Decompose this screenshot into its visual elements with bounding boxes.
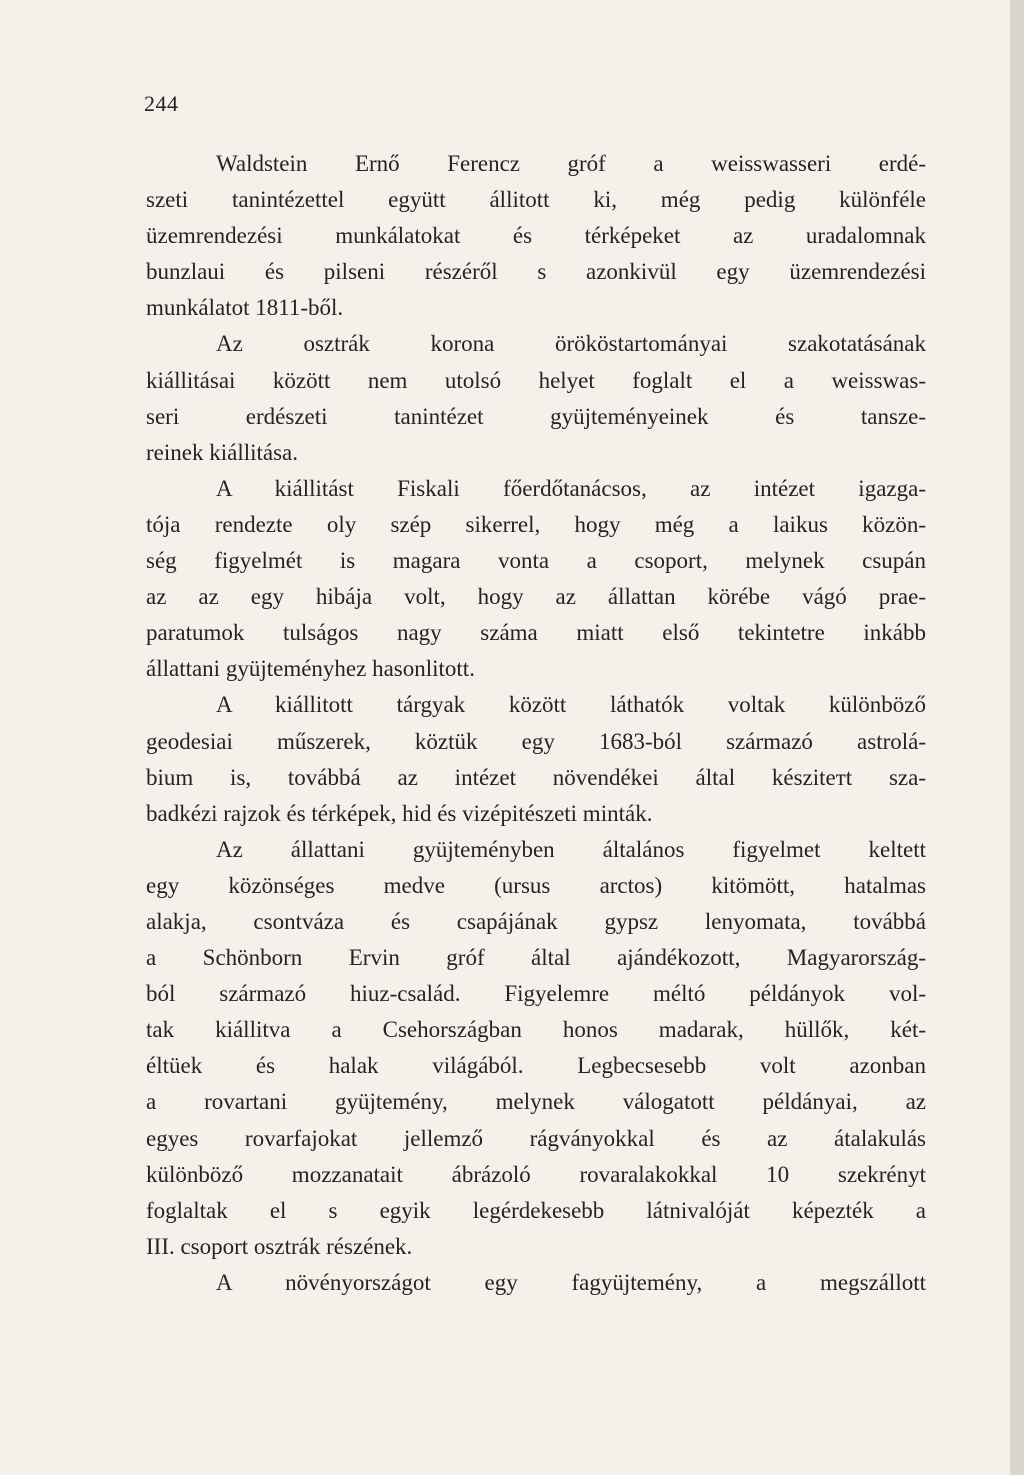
text-line: éltüek és halak világából. Legbecsesebb volt azonban [146, 1053, 926, 1079]
text-line: A kiállitott tárgyak között láthatók voltak különböző [216, 692, 926, 718]
body-text [146, 146, 926, 1301]
text-line: Az állattani gyüjteményben általános figyelmet keltett [216, 836, 926, 862]
text-line: bunzlaui és pilseni részéről s azonkivül egy üzemrendezési [146, 259, 926, 285]
text-line: Waldstein Ernő Ferencz gróf a weisswasseri erdé- [216, 151, 926, 176]
text-line: foglaltak el s egyik legérdekesebb látnivalóját képezték a [146, 1197, 926, 1223]
text-line: egy közönséges medve (ursus arctos) kitömött, hatalmas [146, 872, 926, 898]
text-line: reinek kiállitása. [146, 439, 298, 465]
text-line: tója rendezte oly szép sikerrel, hogy még a laikus közön- [146, 511, 926, 537]
text-line: A növényországot egy fagyüjtemény, a megszállott [216, 1269, 926, 1295]
page-number: 244 [144, 91, 179, 116]
text-line: állattani gyüjteményhez hasonlitott. [146, 656, 475, 682]
text-line: III. csoport osztrák részének. [146, 1233, 413, 1259]
text-line: ség figyelmét is magara vonta a csoport, melynek csupán [146, 548, 926, 574]
text-line: A kiállitást Fiskali főerdőtanácsos, az intézet igazga- [216, 475, 926, 501]
text-line: tak kiállitva a Csehországban honos madarak, hüllők, két- [146, 1017, 926, 1043]
text-line: üzemrendezési munkálatokat és térképeket az uradalomnak [146, 223, 926, 249]
text-line: bium is, továbbá az intézet növendékei által késziteтt sza- [146, 764, 926, 790]
text-line: Az osztrák korona örököstartományai szakotatásának [216, 331, 926, 357]
page-edge [1010, 0, 1024, 1475]
text-line: a Schönborn Ervin gróf által ajándékozott, Magyarország- [146, 945, 926, 971]
text-line: a rovartani gyüjtemény, melynek válogatott példányai, az [146, 1089, 926, 1115]
text-line: munkálatot 1811-ből. [146, 295, 344, 321]
text-line: badkézi rajzok és térképek, hid és vizépitészeti minták. [146, 800, 653, 826]
text-line: szeti tanintézettel együtt állitott ki, még pedig különféle [146, 187, 926, 213]
text-line: paratumok tulságos nagy száma miatt első tekintetre inkább [146, 620, 926, 646]
text-line: alakja, csontváza és csapájának gypsz lenyomata, továbbá [146, 908, 926, 934]
text-line: ból származó hiuz-család. Figyelemre méltó példányok vol- [146, 981, 926, 1007]
text-line: egyes rovarfajokat jellemző rágványokkal és az átalakulás [146, 1125, 926, 1151]
text-line: az az egy hibája volt, hogy az állattan körébe vágó prae- [146, 584, 926, 610]
text-line: kiállitásai között nem utolsó helyet foglalt el a weisswas- [146, 367, 926, 393]
text-line: seri erdészeti tanintézet gyüjteményeinek és tansze- [146, 403, 926, 429]
text-line: különböző mozzanatait ábrázoló rovaralakokkal 10 szekrényt [146, 1161, 926, 1187]
text-line: geodesiai műszerek, köztük egy 1683-ból származó astrolá- [146, 728, 926, 754]
